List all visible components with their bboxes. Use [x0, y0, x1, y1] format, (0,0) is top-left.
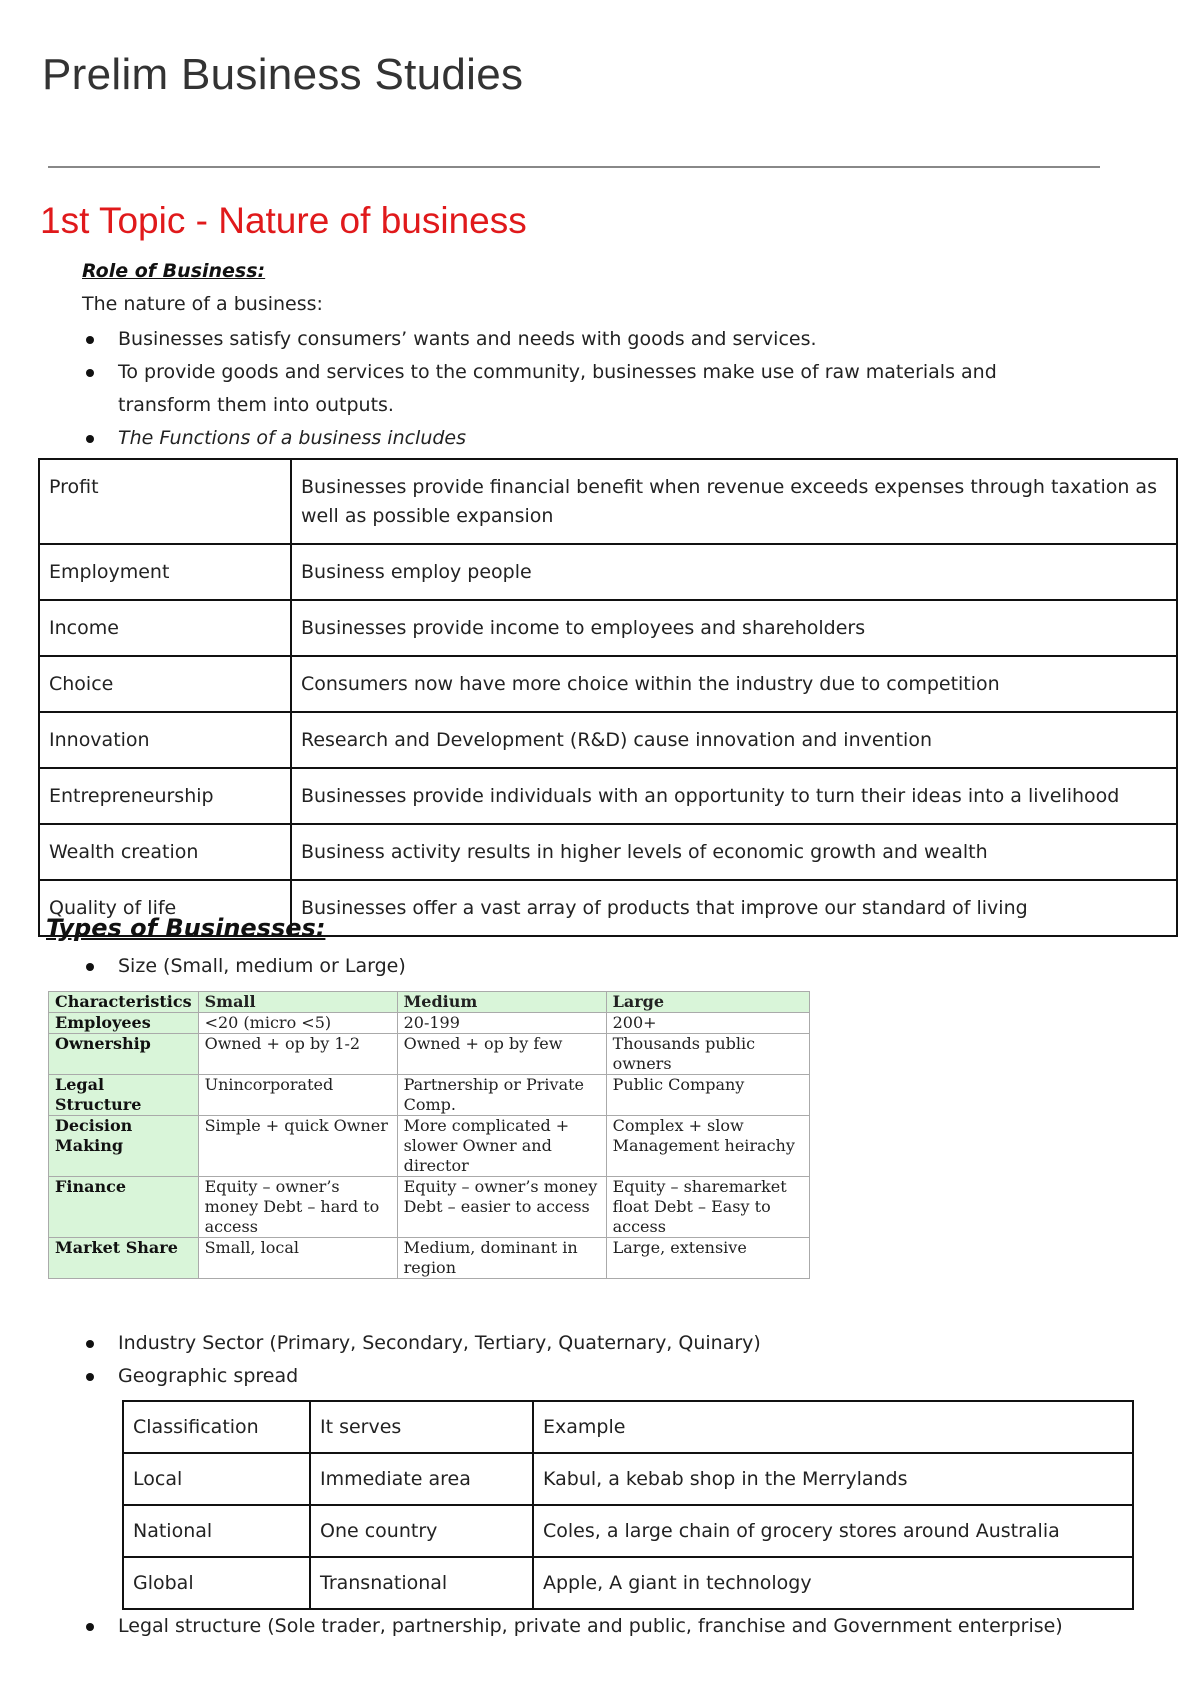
functions-table: [38, 458, 1178, 937]
types-heading: Types of Businesses:: [46, 914, 326, 942]
nature-intro: The nature of a business:: [82, 293, 323, 315]
role-heading: Role of Business:: [82, 260, 266, 282]
table-row: [123, 1557, 1133, 1609]
geographic-table: [122, 1400, 1134, 1610]
bullet-item: To provide goods and services to the community, businesses make use of raw materials and transform them into outputs.: [82, 356, 1082, 422]
table-row: [123, 1505, 1133, 1557]
bullet-item: Businesses satisfy consumers’ wants and needs with goods and services.: [82, 323, 1082, 356]
bullet-item: Size (Small, medium or Large): [82, 950, 1082, 983]
table-cell: 20-199: [397, 1013, 606, 1034]
row-label: Employees: [49, 1013, 199, 1034]
table-cell: Public Company: [606, 1075, 809, 1116]
function-desc: Businesses provide income to employees and shareholders: [291, 600, 1177, 656]
bullet-item: Legal structure (Sole trader, partnership, private and public, franchise and Government enterprise): [82, 1610, 1182, 1643]
table-row: [39, 824, 1177, 880]
table-cell: Complex + slow Management heirachy: [606, 1116, 809, 1177]
function-name: Quality of life: [39, 880, 291, 936]
table-cell: Medium, dominant in region: [397, 1238, 606, 1279]
function-name: Profit: [39, 459, 291, 544]
function-desc: Business activity results in higher levels of economic growth and wealth: [291, 824, 1177, 880]
table-cell: Thousands public owners: [606, 1034, 809, 1075]
function-desc: Businesses provide financial benefit when revenue exceeds expenses through taxation as well as possible expansion: [291, 459, 1177, 544]
sector-bullet-list: [82, 1327, 1142, 1393]
row-label: Ownership: [49, 1034, 199, 1075]
row-label: Decision Making: [49, 1116, 199, 1177]
table-cell: Immediate area: [310, 1453, 533, 1505]
column-header: Classification: [123, 1401, 310, 1453]
nature-bullet-list: [82, 323, 1082, 455]
table-cell: Equity – owner’s money Debt – easier to access: [397, 1177, 606, 1238]
table-cell: More complicated + slower Owner and director: [397, 1116, 606, 1177]
page-title: Prelim Business Studies: [42, 50, 524, 99]
table-header-row: [49, 992, 810, 1013]
table-cell: Transnational: [310, 1557, 533, 1609]
table-cell: Kabul, a kebab shop in the Merrylands: [533, 1453, 1133, 1505]
table-row: [49, 1116, 810, 1177]
row-label: Finance: [49, 1177, 199, 1238]
column-header: Large: [606, 992, 809, 1013]
table-cell: Partnership or Private Comp.: [397, 1075, 606, 1116]
bullet-item: Industry Sector (Primary, Secondary, Tertiary, Quaternary, Quinary): [82, 1327, 1142, 1360]
table-cell: Unincorporated: [198, 1075, 397, 1116]
function-name: Wealth creation: [39, 824, 291, 880]
topic-heading: 1st Topic - Nature of business: [40, 200, 527, 241]
table-cell: 200+: [606, 1013, 809, 1034]
function-name: Employment: [39, 544, 291, 600]
column-header: Small: [198, 992, 397, 1013]
table-row: [49, 1075, 810, 1116]
column-header: Characteristics: [49, 992, 199, 1013]
table-cell: Large, extensive: [606, 1238, 809, 1279]
row-label: Market Share: [49, 1238, 199, 1279]
column-header: It serves: [310, 1401, 533, 1453]
column-header: Medium: [397, 992, 606, 1013]
table-cell: Equity – owner’s money Debt – hard to access: [198, 1177, 397, 1238]
bullet-item: The Functions of a business includes: [82, 422, 1082, 455]
table-cell: Apple, A giant in technology: [533, 1557, 1133, 1609]
table-row: [49, 1177, 810, 1238]
column-header: Example: [533, 1401, 1133, 1453]
table-row: [39, 656, 1177, 712]
table-cell: National: [123, 1505, 310, 1557]
function-desc: Businesses provide individuals with an opportunity to turn their ideas into a livelihood: [291, 768, 1177, 824]
size-bullet-list: [82, 950, 1082, 983]
table-cell: Equity – sharemarket float Debt – Easy to access: [606, 1177, 809, 1238]
table-row: [39, 768, 1177, 824]
row-label: Legal Structure: [49, 1075, 199, 1116]
legal-bullet-list: [82, 1610, 1182, 1643]
function-desc: Research and Development (R&D) cause innovation and invention: [291, 712, 1177, 768]
table-cell: Small, local: [198, 1238, 397, 1279]
table-row: [39, 459, 1177, 544]
table-row: [49, 1034, 810, 1075]
table-cell: Coles, a large chain of grocery stores around Australia: [533, 1505, 1133, 1557]
function-name: Entrepreneurship: [39, 768, 291, 824]
table-row: [39, 712, 1177, 768]
function-desc: Businesses offer a vast array of products that improve our standard of living: [291, 880, 1177, 936]
table-cell: Simple + quick Owner: [198, 1116, 397, 1177]
table-cell: Global: [123, 1557, 310, 1609]
table-cell: One country: [310, 1505, 533, 1557]
table-row: [123, 1453, 1133, 1505]
function-name: Income: [39, 600, 291, 656]
table-row: [49, 1238, 810, 1279]
table-cell: Owned + op by few: [397, 1034, 606, 1075]
function-name: Choice: [39, 656, 291, 712]
horizontal-rule: [48, 166, 1100, 168]
function-name: Innovation: [39, 712, 291, 768]
size-table: [48, 991, 810, 1279]
table-cell: Local: [123, 1453, 310, 1505]
table-cell: <20 (micro <5): [198, 1013, 397, 1034]
function-desc: Business employ people: [291, 544, 1177, 600]
table-row: [49, 1013, 810, 1034]
function-desc: Consumers now have more choice within the industry due to competition: [291, 656, 1177, 712]
bullet-item: Geographic spread: [82, 1360, 1142, 1393]
table-cell: Owned + op by 1-2: [198, 1034, 397, 1075]
table-row: [39, 600, 1177, 656]
table-header-row: [123, 1401, 1133, 1453]
table-row: [39, 544, 1177, 600]
